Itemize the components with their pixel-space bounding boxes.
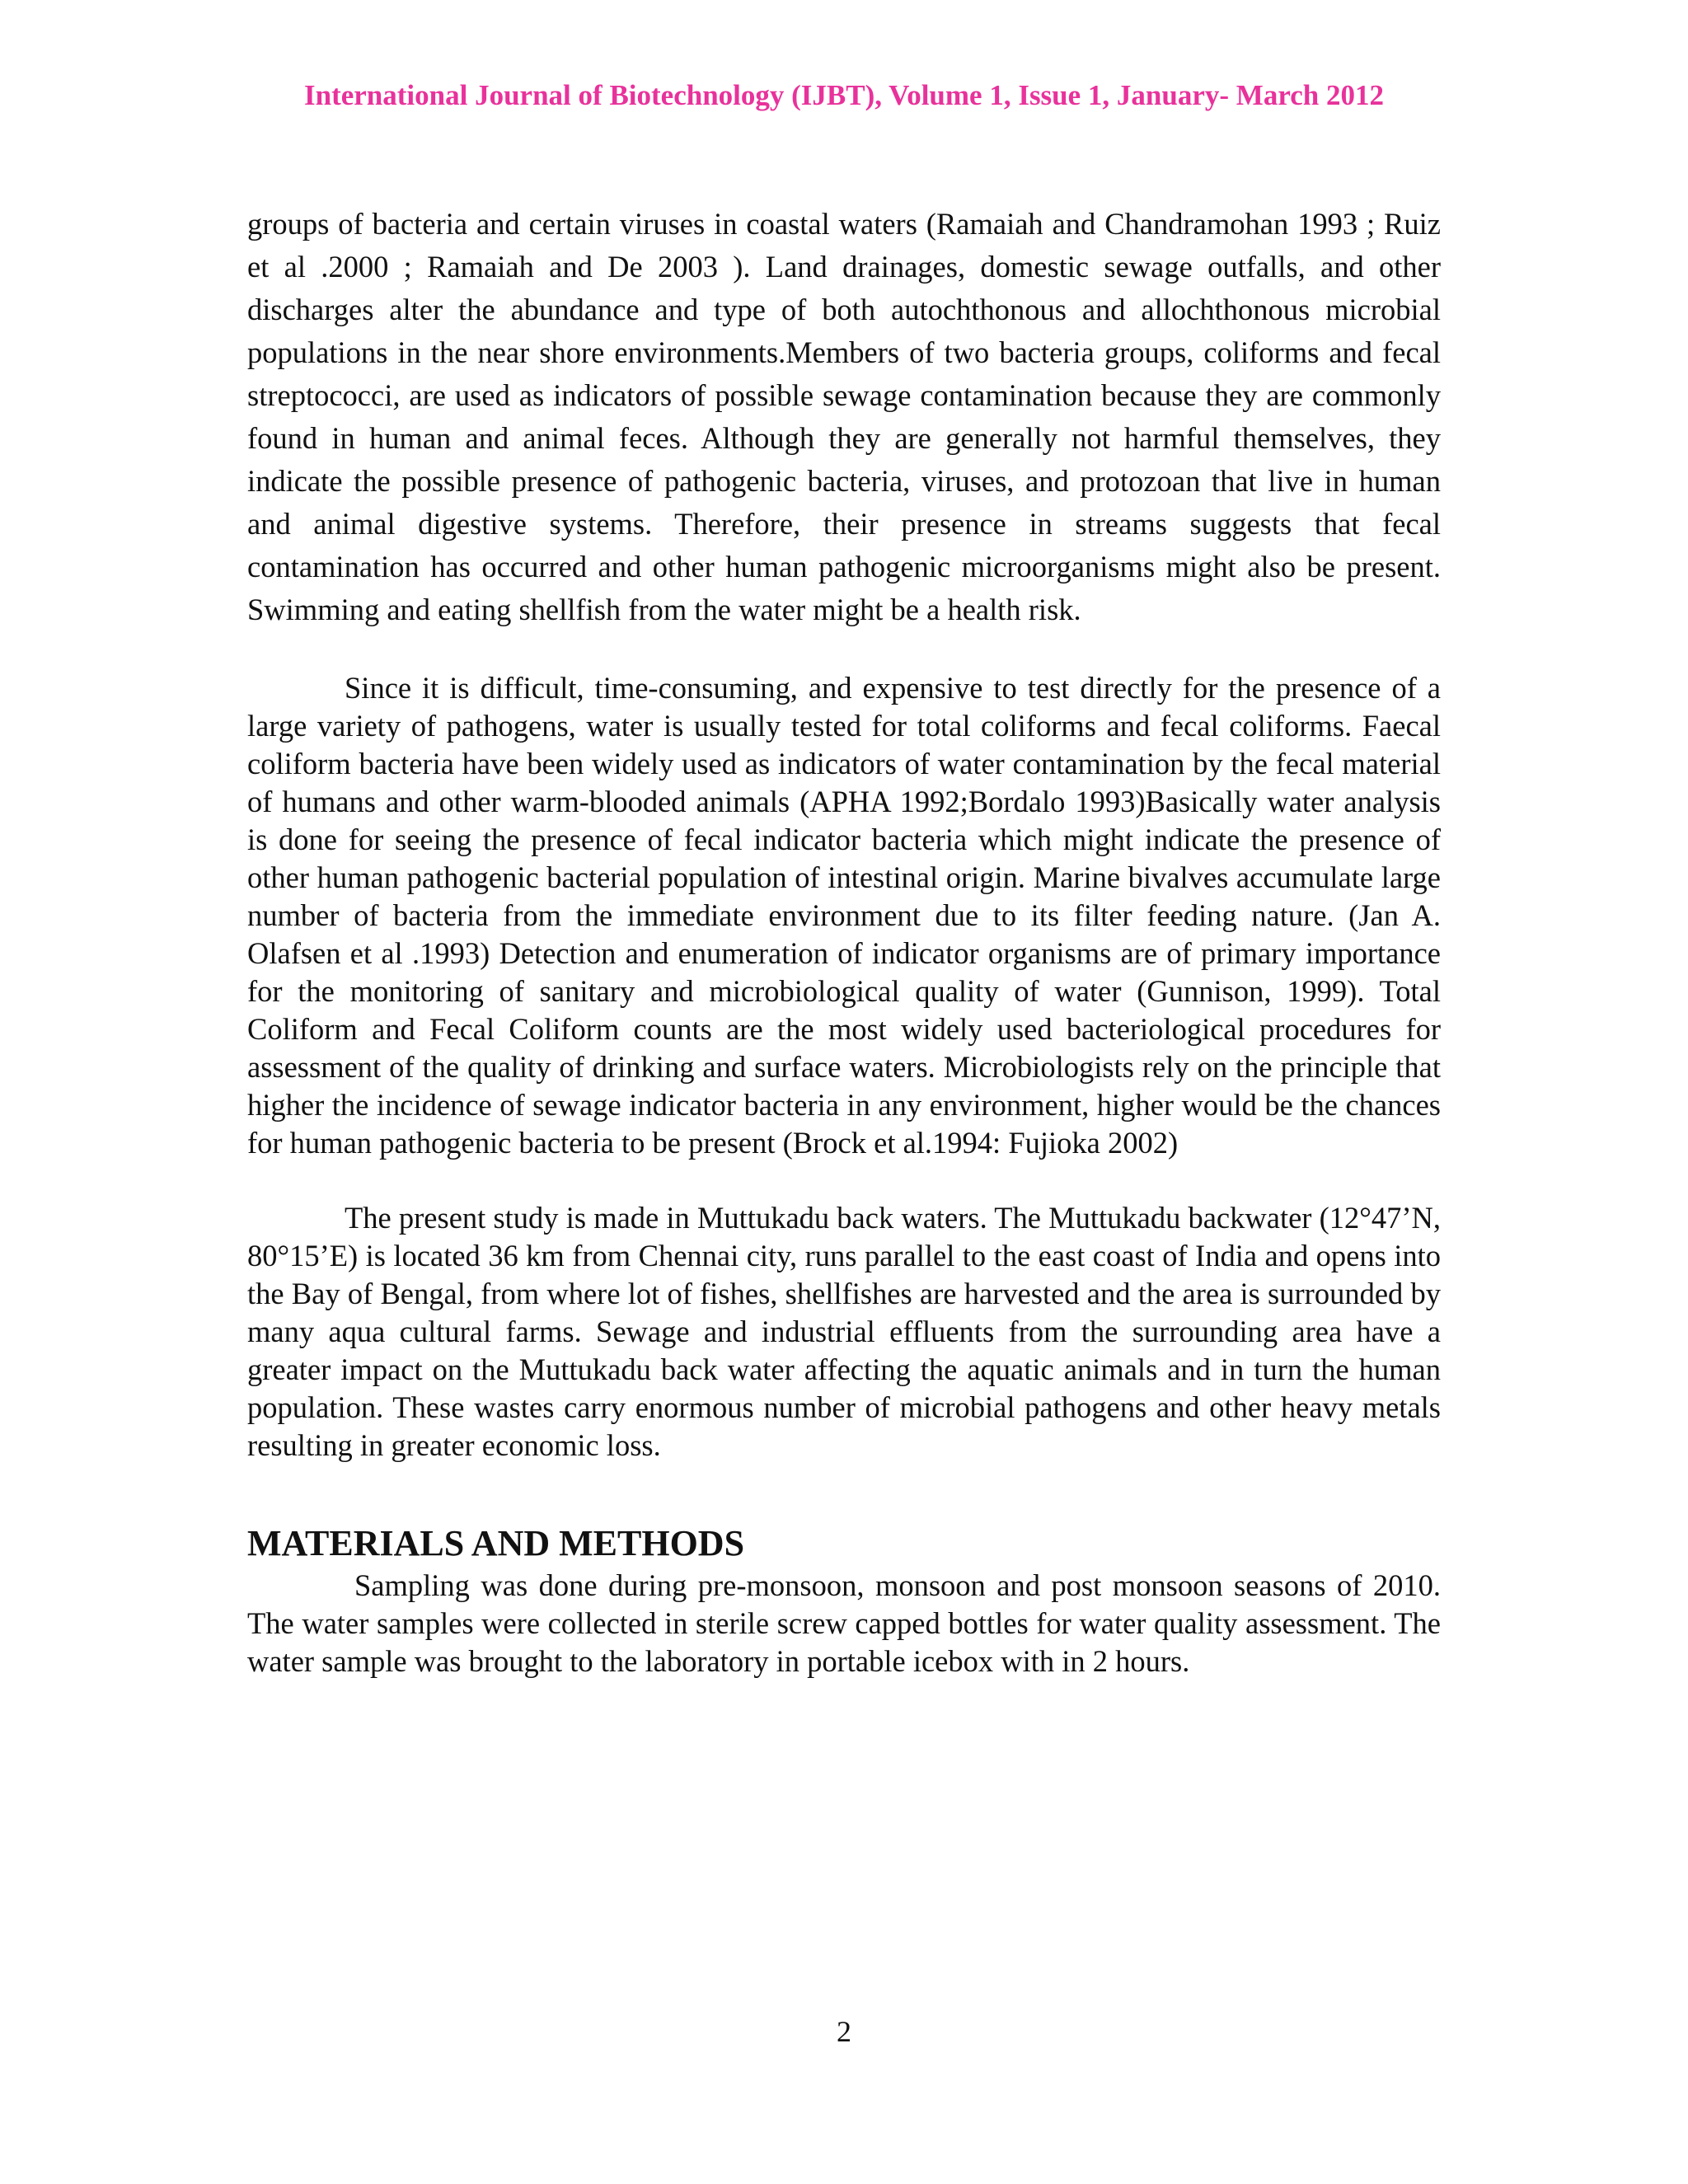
section-spacer	[247, 1465, 1441, 1521]
article-body	[247, 203, 1441, 1680]
paragraph-spacer	[247, 1162, 1441, 1199]
journal-header: International Journal of Biotechnology (IJBT), Volume 1, Issue 1, January- March 2012	[304, 79, 1384, 111]
paragraph-spacer	[247, 631, 1441, 669]
body-paragraph-2: Since it is difficult, time-consuming, and expensive to test directly for the presence of a large variety of pathogens, water is usually tested for total coliforms and fecal coliforms. Faecal coliform bacteria have been widely used as indicators of water contamination by the fecal material of humans and other warm-blooded animals (APHA 1992;Bordalo 1993)Basically water analysis is done for seeing the presence of fecal indicator bacteria which might indicate the presence of other human pathogenic bacterial population of intestinal origin. Marine bivalves accumulate large number of bacteria from the immediate environment due to its filter feeding nature. (Jan A. Olafsen et al .1993) Detection and enumeration of indicator organisms are of primary importance for the monitoring of sanitary and microbiological quality of water (Gunnison, 1999). Total Coliform and Fecal Coliform counts are the most widely used bacteriological procedures for assessment of the quality of drinking and surface waters. Microbiologists rely on the principle that higher the incidence of sewage indicator bacteria in any environment, higher would be the chances for human pathogenic bacteria to be present (Brock et al.1994: Fujioka 2002)	[247, 671, 1441, 1160]
body-paragraph-1: groups of bacteria and certain viruses in coastal waters (Ramaiah and Chandramohan 1993 ; Ruiz et al .2000 ; Ramaiah and De 2003 ). Land drainages, domestic sewage outfalls, and other discharges alter the abundance and type of both autochthonous and allochthonous microbial populations in the near shore environments.Members of two bacteria groups, coliforms and fecal streptococci, are used as indicators of possible sewage contamination because they are commonly found in human and animal feces. Although they are generally not harmful themselves, they indicate the possible presence of pathogenic bacteria, viruses, and protozoan that live in human and animal digestive systems. Therefore, their presence in streams suggests that fecal contamination has occurred and other human pathogenic microorganisms might also be present. Swimming and eating shellfish from the water might be a health risk.	[247, 207, 1441, 626]
body-paragraph-3: The present study is made in Muttukadu back waters. The Muttukadu backwater (12°47’N, 80°15’E) is located 36 km from Chennai city, runs parallel to the east coast of India and opens into the Bay of Bengal, from where lot of fishes, shellfishes are harvested and the area is surrounded by many aqua cultural farms. Sewage and industrial effluents from the surrounding area have a greater impact on the Muttukadu back water affecting the aquatic animals and in turn the human population. These wastes carry enormous number of microbial pathogens and other heavy metals resulting in greater economic loss.	[247, 1201, 1441, 1462]
section-heading-materials-methods: MATERIALS AND METHODS	[247, 1523, 745, 1563]
body-paragraph-4: Sampling was done during pre-monsoon, monsoon and post monsoon seasons of 2010. The water samples were collected in sterile screw capped bottles for water quality assessment. The water sample was brought to the laboratory in portable icebox with in 2 hours.	[247, 1568, 1441, 1678]
page-number: 2	[837, 2015, 851, 2048]
